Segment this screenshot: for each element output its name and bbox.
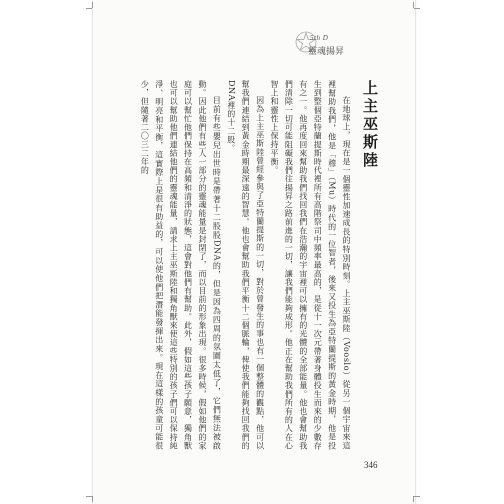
- logo-title-text: 靈魂揚昇: [308, 47, 345, 57]
- vertical-text-block: [126, 80, 381, 450]
- book-header-logo: [294, 30, 356, 62]
- crop-mark: [92, 2, 93, 8]
- crop-mark: [92, 496, 93, 502]
- crop-mark: [86, 8, 92, 9]
- chapter-title: 上主巫斯陸: [361, 80, 379, 170]
- crop-mark: [413, 2, 414, 8]
- crop-mark: [414, 496, 420, 497]
- logo-latin-text: 5th D: [310, 34, 329, 42]
- page-number: 346: [364, 460, 378, 470]
- paragraph: 目前有些嬰兒出世時是帶著十二股股DNA的，但是因為四周的氛圍太低了，它們無法被啟動。因此他們有些人一部分的靈魂能量是封閉了，而以目前的形象出現。很多時候，假如他們的家庭可以幫忙他們保持在高頻和清淨的狀態，這會對他們有幫助。此外，假如這些孩子願意，獨角獸也可以幫助他們連結他們的靈魂能量，請求上主巫斯陸和獨角獸來使這些特別的孩子們可以保持純淨、明亮和平衡，這實際上是很有助益的，可以使他們把潛能發揮出來。現在這樣的孩童可能很少，但隨著二〇三二年的: [140, 80, 222, 450]
- crop-mark: [413, 496, 414, 502]
- crop-mark: [414, 8, 420, 9]
- paragraph: 在地球上，現在是一個靈性加速成長的特別時刻。上主巫斯陸（Vooslo）從另一個宇宙來這裡幫助我們，他是「穆」（Mu）時代的一位智者，後來又投生為亞特蘭提斯的黃金時期，他是投生到整個亞特蘭提斯時代裡所有高階祭司中頻率最高的，是從十一次元帶著身體投生而來的少數存有之一。他再度回來幫助我們找回我們在浩瀚的宇宙裡可以擁有的光體的全部能量。他也會幫助我們清除一切可能阻礙我們往揚昇之路前進的一切，讓我們能夠成形。他正在幫助我們所有的人在心智上和靈性上保持平衡。: [269, 80, 351, 450]
- paragraph: 因為上主巫斯陸曾經參與了亞特蘭提斯的一切，對於曾發生的事也有一個整體的觀點，他可以幫我們連結到黃金時期最深遠的智慧。他也會幫助我們平衡十二個脈輪，俾使我們能夠找回我們的DNA裡的十二股。: [226, 80, 265, 450]
